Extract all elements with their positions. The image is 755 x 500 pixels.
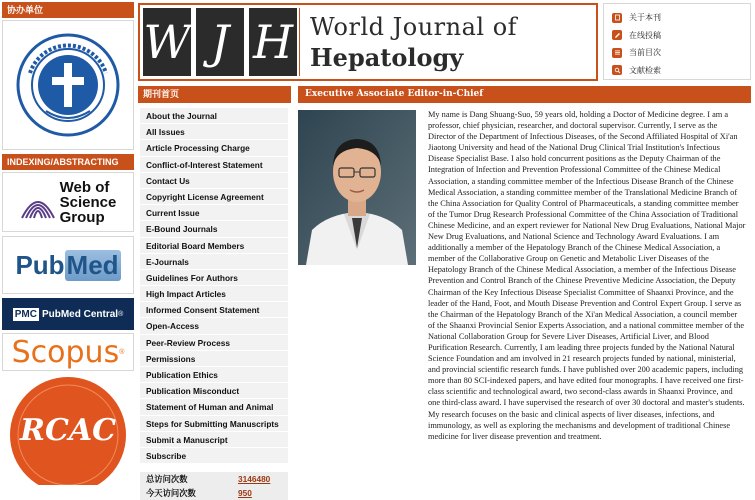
scopus-text: Scopus xyxy=(11,334,120,370)
nav-online-submission[interactable] xyxy=(612,27,750,45)
total-visits-label: 总访问次数 xyxy=(146,474,188,484)
registered-icon: ® xyxy=(118,310,124,318)
quick-links-panel xyxy=(603,3,751,80)
journal-menu xyxy=(140,108,288,464)
hospital-seal-icon xyxy=(16,33,120,137)
today-visits-label: 今天访问次数 xyxy=(146,488,196,498)
web-of-science-icon xyxy=(20,184,56,220)
pubmed-text-pub: Pub xyxy=(15,249,65,280)
logo-tile-h: H xyxy=(249,8,297,76)
wos-line3: Group xyxy=(59,208,105,226)
total-visits-row xyxy=(140,472,288,486)
logo-tile-j: J xyxy=(196,8,244,76)
hospital-seal-logo[interactable] xyxy=(2,20,134,150)
today-visits-value[interactable]: 950 xyxy=(238,488,252,498)
menu-item-contact-us[interactable]: Contact Us xyxy=(140,173,288,189)
logo-tile-w: W xyxy=(143,8,191,76)
nav-about-label: 关于本刊 xyxy=(629,13,661,23)
pmc-badge: PMC xyxy=(14,308,37,320)
menu-item-steps-for-submitting-manuscripts[interactable]: Steps for Submitting Manuscripts xyxy=(140,416,288,432)
menu-item-article-processing-charge[interactable]: Article Processing Charge xyxy=(140,140,288,156)
nav-about-journal[interactable] xyxy=(612,9,750,27)
rcac-text: RCAC xyxy=(20,412,116,448)
menu-item-guidelines-for-authors[interactable]: Guidelines For Authors xyxy=(140,270,288,286)
journal-logo-banner[interactable] xyxy=(138,3,598,81)
wos-line1: Web of xyxy=(59,178,110,196)
menu-item-peer-review-process[interactable]: Peer-Review Process xyxy=(140,335,288,351)
pubmed-logo[interactable] xyxy=(2,236,134,294)
menu-item-informed-consent-statement[interactable]: Informed Consent Statement xyxy=(140,302,288,318)
web-of-science-logo[interactable] xyxy=(2,172,134,232)
edit-icon xyxy=(612,30,622,40)
rcac-logo[interactable] xyxy=(2,375,134,485)
menu-item-all-issues[interactable]: All Issues xyxy=(140,124,288,140)
page-title: Executive Associate Editor-in-Chief xyxy=(298,86,751,103)
menu-item-statement-of-human-and-animal[interactable]: Statement of Human and Animal xyxy=(140,399,288,415)
left-sidebar xyxy=(2,2,134,485)
document-icon xyxy=(612,13,622,23)
wos-line2: Science xyxy=(59,193,117,211)
nav-search-label: 文献检索 xyxy=(629,65,661,75)
menu-item-submit-a-manuscript[interactable]: Submit a Manuscript xyxy=(140,432,288,448)
menu-item-publication-misconduct[interactable]: Publication Misconduct xyxy=(140,383,288,399)
pubmed-text-med: Med xyxy=(66,249,119,280)
search-icon xyxy=(612,65,622,75)
editor-photo xyxy=(298,110,416,265)
indexing-header: INDEXING/ABSTRACTING xyxy=(2,154,134,170)
scopus-logo[interactable] xyxy=(2,333,134,371)
editor-biography: My name is Dang Shuang-Suo, 59 years old, holding a Doctor of Medicine degree. I am a professor, chief physician, researcher, and doctoral supervisor. Currently, I serve as the Director of the Department of Infectious Diseases, of the Second Affiliated Hospital of Xi'an Jiaotong University and head of the National Drug Clinical Trial Institution's Infectious Disease Specialist Base. I also hold concurrent positions as the Deputy Chairman of the Integration of Infection and Prevention Professional Committee of the Chinese Medical Association, a standing committee member of the Infectious Disease Branch of the Chinese Medical Association, a standing committee member of the Translational Medicine Branch of the China Association for Quality Control of Pharmaceuticals, a standing committee member of the Tumor Drug Research Professional Committee of the China Association of Traditional Chinese Medicine, and an expert reviewer for National New Drug Evaluations, National Major New Drug Evaluations, and National Science and Technology Award Evaluations. I am additionally a member of the Hepatology Branch of the Chinese Medical Association, a member of the Collaborative Group on Genetic and Metabolic Liver Diseases of the Hepatology Branch of the Chinese Medical Association, a member of the Infectious Disease Prevention and Control Branch of the Chinese Preventive Medicine Association, the Deputy Chairman of the Key Infectious Disease Specialist Committee of Shaanxi Province, and the leader of the Hand, Foot, and Mouth Disease Prevention and Control Expert Group. I serve as the Chairman of the Hepatology Branch of the Xi'an Medical Association, a council member of the Shaanxi Provincial Senior Experts Association, and a national committee member of the National Collaboration Group for Severe Liver Diseases, Artificial Liver, and Blood Purification Research. Currently, I am leading three projects funded by the National Natural Science Foundation and am involved in 21 research projects funded by national, ministerial, and provincial scientific research funds. I have published over 200 academic papers, including more than 80 SCI-indexed papers, and have edited four monographs. I have received one first-class scientific and technological award, two second-class awards in Shaanxi Province, and one third-class award. I have supervised the research of over 30 doctoral and master's students. My research focuses on the basic and clinical aspects of liver diseases, infections, and immunology, as well as exploring the mechanisms and development of traditional Chinese medicine for liver disease prevention and treatment. xyxy=(428,110,746,441)
pubmed-central-logo[interactable] xyxy=(2,298,134,330)
menu-item-editorial-board-members[interactable]: Editorial Board Members xyxy=(140,238,288,254)
menu-item-open-access[interactable]: Open-Access xyxy=(140,318,288,334)
nav-current-toc[interactable] xyxy=(612,44,750,62)
menu-item-permissions[interactable]: Permissions xyxy=(140,351,288,367)
journal-home-header[interactable]: 期刊首页 xyxy=(138,86,291,103)
menu-item-subscribe[interactable]: Subscribe xyxy=(140,448,288,464)
nav-literature-search[interactable] xyxy=(612,62,750,80)
menu-item-copyright-license-agreement[interactable]: Copyright License Agreement xyxy=(140,189,288,205)
nav-toc-label: 当前目次 xyxy=(629,48,661,58)
today-visits-row xyxy=(140,486,288,500)
cosponsor-header: 协办单位 xyxy=(2,2,134,18)
visit-stats xyxy=(140,472,288,500)
pmc-text: PubMed Central xyxy=(41,308,119,320)
journal-title-line1: World Journal of xyxy=(310,13,518,41)
list-icon xyxy=(612,48,622,58)
menu-item-publication-ethics[interactable]: Publication Ethics xyxy=(140,367,288,383)
journal-title-line2: Hepatology xyxy=(310,43,464,72)
total-visits-value[interactable]: 3146480 xyxy=(238,474,271,484)
scopus-registered-icon: ® xyxy=(119,348,125,356)
menu-item-e-journals[interactable]: E-Journals xyxy=(140,254,288,270)
menu-item-conflict-of-interest-statement[interactable]: Conflict-of-Interest Statement xyxy=(140,157,288,173)
menu-item-high-impact-articles[interactable]: High Impact Articles xyxy=(140,286,288,302)
menu-item-e-bound-journals[interactable]: E-Bound Journals xyxy=(140,221,288,237)
nav-submission-label: 在线投稿 xyxy=(629,30,661,40)
menu-item-about-the-journal[interactable]: About the Journal xyxy=(140,108,288,124)
menu-item-current-issue[interactable]: Current Issue xyxy=(140,205,288,221)
editor-portrait-icon xyxy=(298,110,416,265)
